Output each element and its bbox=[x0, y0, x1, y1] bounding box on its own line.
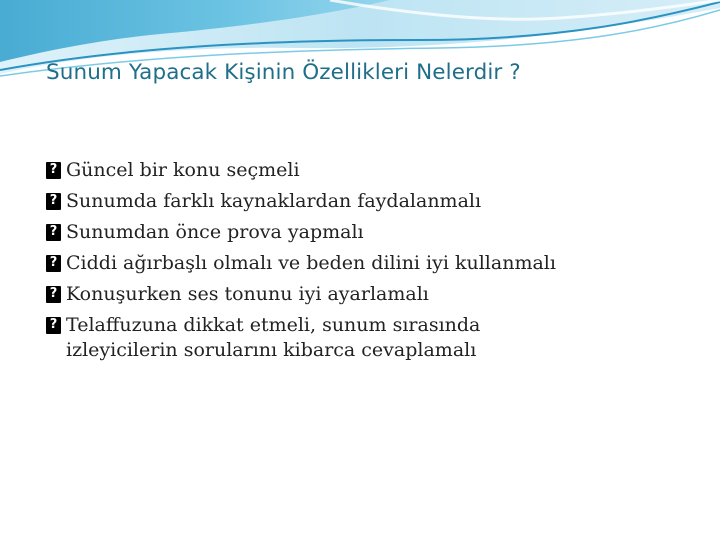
missing-glyph-icon bbox=[46, 255, 61, 272]
bullet-text-continuation: izleyicilerin sorularını kibarca cevaplamalı bbox=[66, 339, 477, 361]
missing-glyph-icon bbox=[46, 286, 61, 303]
list-item bbox=[46, 155, 556, 186]
missing-glyph-icon bbox=[46, 162, 61, 179]
bullet-text: Telaffuzuna dikkat etmeli, sunum sırasında bbox=[66, 314, 481, 336]
list-item bbox=[46, 248, 556, 279]
list-item bbox=[46, 217, 556, 248]
list-item bbox=[46, 186, 556, 217]
missing-glyph-icon bbox=[46, 193, 61, 210]
missing-glyph-icon bbox=[46, 224, 61, 241]
bullet-text: Konuşurken ses tonunu iyi ayarlamalı bbox=[66, 283, 429, 305]
bullet-list bbox=[46, 155, 556, 366]
bullet-text: Güncel bir konu seçmeli bbox=[66, 159, 300, 181]
bullet-text: Ciddi ağırbaşlı olmalı ve beden dilini iyi kullanmalı bbox=[66, 252, 556, 274]
bullet-text: Sunumdan önce prova yapmalı bbox=[66, 221, 364, 243]
list-item bbox=[46, 279, 556, 310]
slide-title: Sunum Yapacak Kişinin Özellikleri Nelerdir ? bbox=[46, 60, 521, 85]
missing-glyph-icon bbox=[46, 317, 61, 334]
list-item bbox=[46, 310, 556, 366]
bullet-text: Sunumda farklı kaynaklardan faydalanmalı bbox=[66, 190, 482, 212]
